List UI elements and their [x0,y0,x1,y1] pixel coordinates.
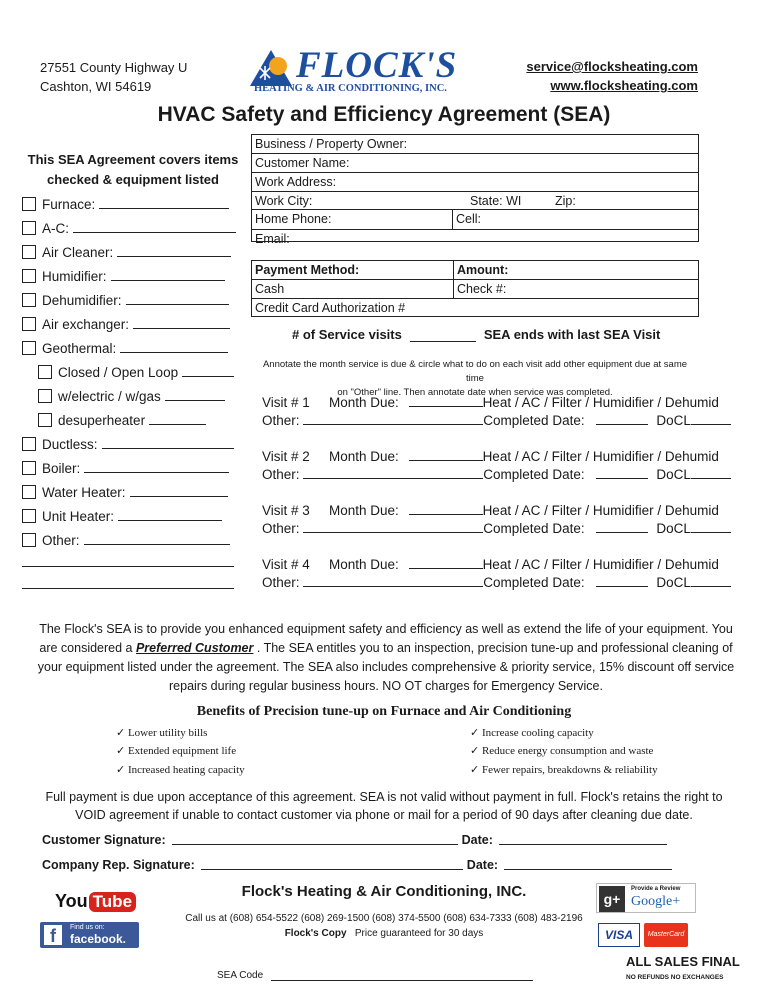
email-field[interactable] [252,230,698,246]
payment-box [251,260,699,317]
benefits-title: Benefits of Precision tune-up on Furnace and Air Conditioning [196,704,572,719]
extra-equipment-line-2[interactable] [22,588,234,589]
customer-name-label: Customer Name: [255,156,350,170]
month-due-label: Month Due: [329,449,399,464]
work-address-field[interactable] [252,173,698,192]
home-phone-label: Home Phone: [255,212,332,226]
website-link[interactable]: www.flocksheating.com [550,78,698,93]
w-electric-gas-line[interactable] [165,400,225,401]
air-cleaner-checkbox[interactable] [22,245,36,259]
all-sales-final: ALL SALES FINAL [626,954,740,969]
air-exchanger-checkbox[interactable] [22,317,36,331]
no-refunds-text: NO REFUNDS NO EXCHANGES [626,974,724,981]
month-due-blank[interactable] [409,450,483,461]
company-signature-label: Company Rep. Signature: [42,858,195,872]
equipment-other[interactable] [22,530,230,548]
other-label: Other: [262,521,300,536]
equipment-dehumidifier[interactable] [22,290,229,308]
equipment-desuperheater[interactable] [38,410,206,428]
air-exchanger-label: Air exchanger: [42,317,130,332]
docl-label: DoCL [656,575,691,590]
benefit-item: ✓ Fewer repairs, breakdowns & reliability [470,764,658,776]
equipment-geothermal[interactable] [22,338,228,356]
equipment-furnace[interactable] [22,194,229,212]
intro-part-1: The Flock's SEA is to provide you enhanced equipment safety and efficiency as well as extend the life of your equipment. You are considered a [39,622,733,655]
cash-label: Cash [255,282,285,296]
benefit-item: ✓ Lower utility bills [116,727,208,739]
ac-checkbox[interactable] [22,221,36,235]
desuperheater-checkbox[interactable] [38,413,52,427]
sun-snowflake-icon [250,46,292,86]
month-due-blank[interactable] [409,558,483,569]
geothermal-label: Geothermal: [42,341,117,356]
payment-divider [453,261,454,299]
youtube-logo[interactable] [55,891,136,912]
page-title: HVAC Safety and Efficiency Agreement (SEA) [157,103,611,126]
other-line[interactable] [84,544,230,545]
visit-tasks[interactable]: Heat / AC / Filter / Humidifier / Dehumid [482,395,719,410]
water-heater-label: Water Heater: [42,485,126,500]
phone-divider [452,210,453,230]
cc-auth-row[interactable] [252,299,698,316]
note-line-1: Annotate the month service is due & circle what to do on each visit add other equipment due at same time [262,359,688,384]
completed-date-blank[interactable] [596,576,648,587]
equipment-unit-heater[interactable] [22,506,222,524]
ductless-checkbox[interactable] [22,437,36,451]
sea-code-line[interactable] [271,970,533,981]
ductless-line[interactable] [102,448,234,449]
equipment-humidifier[interactable] [22,266,225,284]
covers-line-2: checked & equipment listed [47,172,219,187]
address-line-2: Cashton, WI 54619 [40,79,152,94]
company-contact [526,57,698,95]
company-signature-line[interactable] [201,859,463,870]
payment-terms: Full payment is due upon acceptance of this agreement. SEA is not valid without payment in full. Flock's retains the right to VOID agreement if unable to contact customer via phone or mail for a period of 90 days after cleaning due date. [45,790,723,822]
price-note: Price guaranteed for 30 days [354,928,484,939]
sea-description [36,620,736,696]
visit-tasks[interactable]: Heat / AC / Filter / Humidifier / Dehumid [482,449,719,464]
owner-field[interactable] [252,135,698,154]
note-line-2: on "Other" line. Then annotate date when service was completed. [337,387,613,398]
equipment-w-electric-gas[interactable] [38,386,225,404]
closed-open-loop-checkbox[interactable] [38,365,52,379]
equipment-ductless[interactable] [22,434,234,452]
covers-line-1: This SEA Agreement covers items [27,152,239,167]
equipment-air-cleaner[interactable] [22,242,231,260]
completed-date-blank[interactable] [596,468,648,479]
date-label: Date: [461,833,493,847]
covers-heading [18,150,248,190]
benefit-item: ✓ Increased heating capacity [116,764,245,776]
air-cleaner-line[interactable] [117,256,231,257]
docl-blank[interactable] [691,414,731,425]
desuperheater-label: desuperheater [58,413,146,428]
logo-wordmark: FLOCK'S [296,45,458,86]
visit-label: Visit # 2 [262,449,310,464]
ac-label: A-C: [42,221,69,236]
equipment-boiler[interactable] [22,458,229,476]
cell-label: Cell: [456,212,482,226]
other-blank[interactable] [303,576,483,587]
company-date-line[interactable] [504,859,672,870]
month-due-label: Month Due: [329,395,399,410]
cash-check-row[interactable] [252,280,698,299]
benefit-item: ✓ Increase cooling capacity [470,727,594,739]
unit-heater-label: Unit Heater: [42,509,115,524]
humidifier-label: Humidifier: [42,269,107,284]
email-link[interactable]: service@flocksheating.com [526,59,698,74]
google-plus-icon: g+ [599,886,625,912]
other-label: Other: [262,575,300,590]
docl-label: DoCL [656,413,691,428]
other-label: Other: [42,533,80,548]
footer-phones: Call us at (608) 654-5522 (608) 269-1500 (608) 374-5500 (608) 634-7333 (608) 483-2196 [185,913,583,924]
customer-signature-label: Customer Signature: [42,833,166,847]
customer-date-line[interactable] [499,834,667,845]
visit-label: Visit # 4 [262,557,310,572]
email-label: Email: [255,232,290,246]
other-label: Other: [262,413,300,428]
docl-blank[interactable] [691,522,731,533]
completed-date-label: Completed Date: [483,521,585,536]
humidifier-line[interactable] [111,280,225,281]
equipment-closed-open-loop[interactable] [38,362,234,380]
visit-label: Visit # 1 [262,395,310,410]
date-label: Date: [466,858,499,872]
furnace-line[interactable] [99,208,229,209]
cc-auth-label: Credit Card Authorization # [255,301,406,315]
dehumidifier-line[interactable] [126,304,229,305]
month-due-label: Month Due: [329,503,399,518]
ductless-label: Ductless: [42,437,98,452]
desuperheater-line[interactable] [149,424,206,425]
customer-signature-row [42,833,667,847]
equipment-air-exchanger[interactable] [22,314,230,332]
boiler-checkbox[interactable] [22,461,36,475]
air-cleaner-label: Air Cleaner: [42,245,114,260]
zip-label: Zip: [555,194,576,208]
docl-label: DoCL [656,467,691,482]
other-checkbox[interactable] [22,533,36,547]
equipment-water-heater[interactable] [22,482,228,500]
extra-equipment-line-1[interactable] [22,566,234,567]
benefit-item: ✓ Reduce energy consumption and waste [470,745,654,757]
home-phone-field[interactable] [252,210,698,230]
geothermal-checkbox[interactable] [22,341,36,355]
service-visits-line [292,327,660,342]
visa-logo: VISA [598,923,640,947]
air-exchanger-line[interactable] [133,328,230,329]
payment-header-row [252,261,698,280]
work-city-field[interactable] [252,192,698,210]
docl-blank[interactable] [691,468,731,479]
company-address [40,58,187,96]
address-line-1: 27551 County Highway U [40,60,188,75]
completed-date-blank[interactable] [596,522,648,533]
dehumidifier-label: Dehumidifier: [42,293,122,308]
month-due-blank[interactable] [409,396,483,407]
review-google-text: Google+ [631,894,681,909]
review-provide-text: Provide a Review [631,886,681,892]
mastercard-logo: MasterCard [644,923,688,947]
youtube-tube: Tube [89,892,136,912]
logo-subtitle: HEATING & AIR CONDITIONING, INC. [254,83,447,94]
unit-heater-line[interactable] [118,520,222,521]
other-blank[interactable] [303,468,483,479]
w-electric-gas-label: w/electric / w/gas [58,389,161,404]
payment-method-label: Payment Method: [255,263,360,277]
month-due-blank[interactable] [409,504,483,515]
work-address-label: Work Address: [255,175,337,189]
facebook-badge[interactable] [40,922,139,948]
service-visits-blank[interactable] [410,331,476,342]
visit-tasks[interactable]: Heat / AC / Filter / Humidifier / Dehumid [482,503,719,518]
visit-label: Visit # 3 [262,503,310,518]
closed-open-loop-line[interactable] [182,376,234,377]
service-visits-label: # of Service visits [292,327,402,342]
completed-date-label: Completed Date: [483,575,585,590]
state-label: State: WI [470,194,522,208]
facebook-name: facebook. [70,932,127,946]
footer-company-name: Flock's Heating & Air Conditioning, INC. [241,883,527,900]
benefit-item: ✓ Extended equipment life [116,745,237,757]
water-heater-checkbox[interactable] [22,485,36,499]
owner-label: Business / Property Owner: [255,137,408,151]
copy-label: Flock's Copy [284,928,347,939]
month-due-label: Month Due: [329,557,399,572]
company-signature-row [42,858,672,872]
closed-open-loop-label: Closed / Open Loop [58,365,179,380]
humidifier-checkbox[interactable] [22,269,36,283]
unit-heater-checkbox[interactable] [22,509,36,523]
boiler-label: Boiler: [42,461,81,476]
customer-info-box [251,134,699,246]
dehumidifier-checkbox[interactable] [22,293,36,307]
sea-ends-label: SEA ends with last SEA Visit [483,327,661,342]
other-label: Other: [262,467,300,482]
furnace-checkbox[interactable] [22,197,36,211]
google-review-badge[interactable] [596,883,696,913]
preferred-customer: Preferred Customer [135,641,254,655]
furnace-label: Furnace: [42,197,96,212]
customer-name-field[interactable] [252,154,698,173]
facebook-find-text: Find us on: [70,924,105,931]
docl-blank[interactable] [691,576,731,587]
intro-part-2: . The SEA entitles you to an inspection, precision tune-up and professional cleaning of your equipment listed under the agreement. The SEA also includes comprehensive & priority service, 15% discount off service repairs during regular business hours. NO OT charges for Emergency Service. [37,641,735,693]
geothermal-line[interactable] [120,352,228,353]
company-logo [250,44,475,102]
amount-label: Amount: [457,263,509,277]
water-heater-line[interactable] [130,496,228,497]
completed-date-label: Completed Date: [483,467,585,482]
work-city-label: Work City: [255,194,313,208]
facebook-icon: f [44,925,62,945]
customer-signature-line[interactable] [172,834,458,845]
other-blank[interactable] [303,414,483,425]
completed-date-blank[interactable] [596,414,648,425]
service-note [255,358,695,400]
completed-date-label: Completed Date: [483,413,585,428]
docl-label: DoCL [656,521,691,536]
equipment-ac[interactable] [22,218,236,236]
other-blank[interactable] [303,522,483,533]
w-electric-gas-checkbox[interactable] [38,389,52,403]
youtube-you: You [55,891,88,911]
visit-tasks[interactable]: Heat / AC / Filter / Humidifier / Dehumid [482,557,719,572]
sea-code-row [217,970,533,981]
ac-line[interactable] [73,232,236,233]
boiler-line[interactable] [84,472,229,473]
sea-code-label: SEA Code [217,970,264,981]
check-label: Check #: [457,282,507,296]
